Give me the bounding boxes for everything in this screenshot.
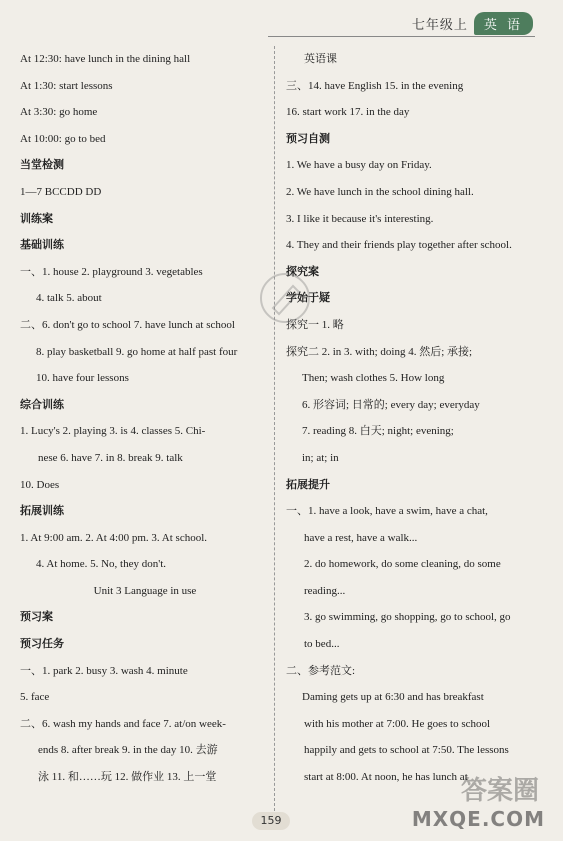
answer-line: 一、1. have a look, have a swim, have a chat, xyxy=(286,505,488,518)
answer-line: 探究二 2. in 3. with; doing 4. 然后; 承接; xyxy=(286,345,473,358)
section-heading: 拓展提升 xyxy=(286,477,330,491)
answer-line: At 12:30: have lunch in the dining hall xyxy=(20,53,191,65)
section-heading: 预习任务 xyxy=(20,637,64,651)
left-column xyxy=(20,46,270,791)
answer-line: with his mother at 7:00. He goes to school xyxy=(304,717,491,730)
answer-line: 一、1. park 2. busy 3. wash 4. minute xyxy=(20,664,188,677)
answer-line: At 10:00: go to bed xyxy=(20,132,106,145)
answer-line: 10. Does xyxy=(20,478,60,491)
answer-line: Daming gets up at 6:30 and has breakfast xyxy=(302,691,484,704)
answer-line: 10. have four lessons xyxy=(36,372,129,385)
answer-line: 泳 11. 和……玩 12. 做作业 13. 上一堂 xyxy=(38,771,217,784)
answer-line: 1. At 9:00 am. 2. At 4:00 pm. 3. At school. xyxy=(20,531,208,544)
answer-line: Unit 3 Language in use xyxy=(93,584,197,597)
answer-line: 1. Lucy's 2. playing 3. is 4. classes 5. Chi- xyxy=(20,425,206,438)
answer-line: reading... xyxy=(304,584,346,597)
answer-line: happily and gets to school at 7:50. The lessons xyxy=(304,744,509,757)
answer-line: Then; wash clothes 5. How long xyxy=(302,372,445,385)
answer-line: 二、6. don't go to school 7. have lunch at school xyxy=(20,318,235,331)
answer-line: 3. I like it because it's interesting. xyxy=(286,212,434,225)
answer-line: 4. At home. 5. No, they don't. xyxy=(36,558,167,571)
answer-line: 2. We have lunch in the school dining hall. xyxy=(286,185,474,198)
section-heading: 当堂检测 xyxy=(20,158,64,172)
answer-line: ends 8. after break 9. in the day 10. 去游 xyxy=(38,744,218,757)
answer-line: have a rest, have a walk... xyxy=(304,531,418,544)
answer-line: start at 8:00. At noon, he has lunch at xyxy=(304,771,468,784)
answer-line: 16. start work 17. in the day xyxy=(286,106,410,119)
answer-line: to bed... xyxy=(304,638,340,651)
answer-line: 三、14. have English 15. in the evening xyxy=(286,79,464,92)
answer-line: in; at; in xyxy=(302,451,339,464)
page-number: 159 xyxy=(252,812,290,830)
section-heading: 预习案 xyxy=(20,610,53,624)
answer-line: 4. talk 5. about xyxy=(36,292,102,305)
answer-line: nese 6. have 7. in 8. break 9. talk xyxy=(38,451,183,464)
answer-line: At 1:30: start lessons xyxy=(20,79,113,92)
section-heading: 基础训练 xyxy=(20,238,64,252)
right-column xyxy=(286,46,536,791)
grade-label: 七年级上 xyxy=(411,18,468,33)
answer-line: 8. play basketball 9. go home at half past four xyxy=(36,345,238,358)
header-rule xyxy=(268,36,535,37)
answer-line: 一、1. house 2. playground 3. vegetables xyxy=(20,265,203,278)
answer-line: 2. do homework, do some cleaning, do some xyxy=(304,558,501,571)
answer-line: 6. 形容词; 日常的; every day; everyday xyxy=(302,398,480,411)
answer-line: 1. We have a busy day on Friday. xyxy=(286,159,432,172)
answer-line: 探究一 1. 略 xyxy=(286,318,344,331)
section-heading: 拓展训练 xyxy=(20,504,64,518)
section-heading: 预习自测 xyxy=(286,131,330,145)
watermark-logo: 答案圈 xyxy=(460,776,539,806)
section-heading: 训练案 xyxy=(20,211,53,225)
answer-line: 4. They and their friends play together after school. xyxy=(286,239,512,252)
page-header xyxy=(412,12,533,35)
pencil-stamp-icon xyxy=(255,268,315,328)
subject-tab: 英 语 xyxy=(474,12,533,35)
section-heading: 综合训练 xyxy=(20,397,64,411)
answer-line: 5. face xyxy=(20,691,50,704)
column-divider xyxy=(274,46,275,811)
answer-line: 英语课 xyxy=(304,53,337,65)
answer-line: At 3:30: go home xyxy=(20,106,98,119)
answer-line: 1—7 BCCDD DD xyxy=(20,185,102,198)
watermark-text: MXQE.COM xyxy=(411,807,545,831)
answer-line: 二、6. wash my hands and face 7. at/on week- xyxy=(20,717,226,730)
answer-line: 7. reading 8. 白天; night; evening; xyxy=(302,425,454,438)
answer-line: 二、参考范文: xyxy=(286,664,356,677)
section-heading: 学始于疑 xyxy=(286,291,330,305)
site-watermark xyxy=(399,773,549,833)
answer-line: 3. go swimming, go shopping, go to school, go xyxy=(304,611,511,624)
section-heading: 探究案 xyxy=(286,264,319,278)
